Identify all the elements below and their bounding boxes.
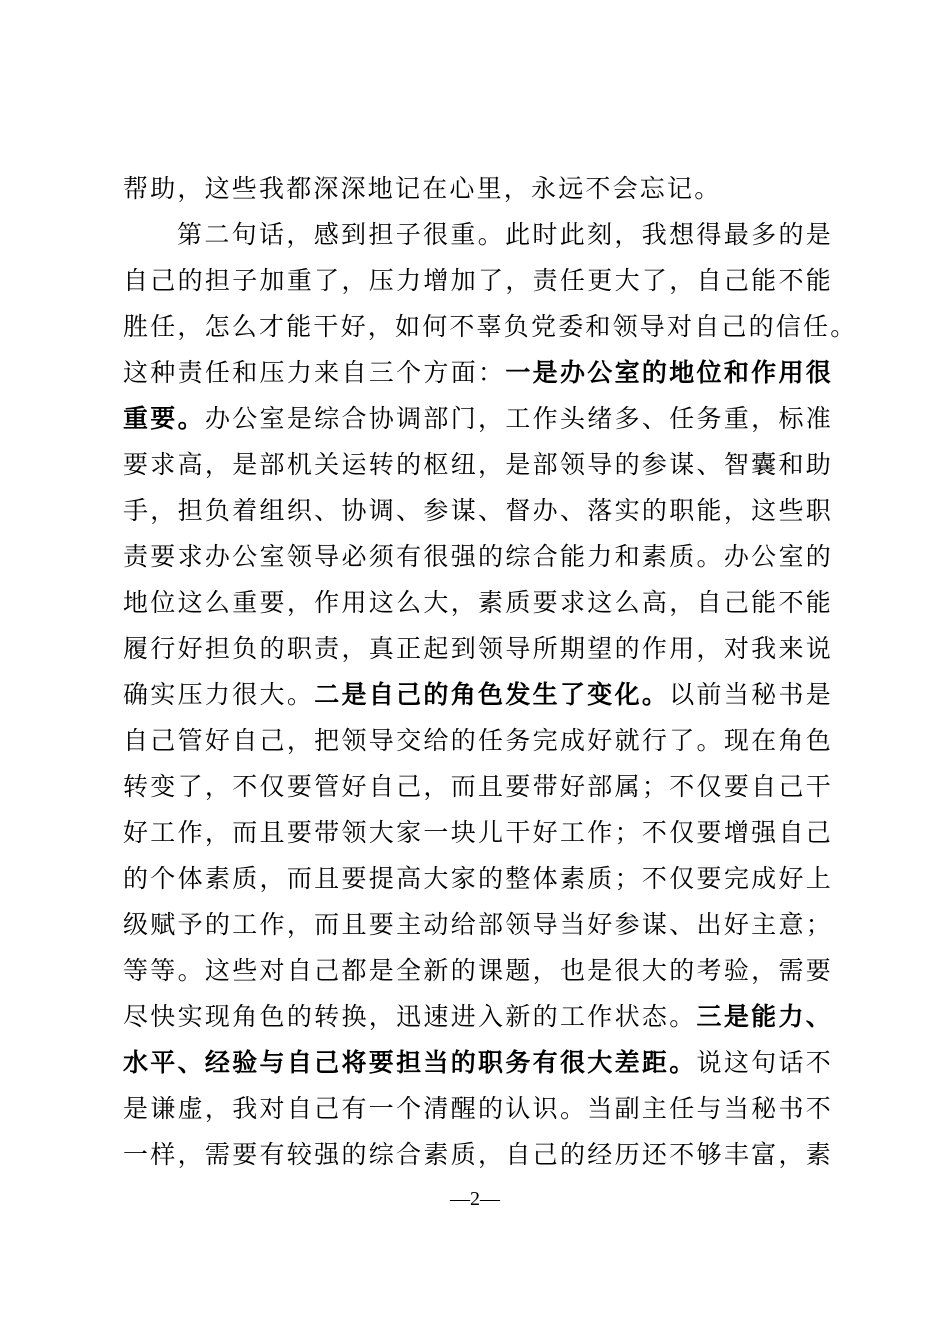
text-line bbox=[123, 534, 833, 580]
bold-text-segment: 水平、经验与自己将要担当的职务有很大差距。 bbox=[123, 1048, 697, 1077]
text-segment: 要求高，是部机关运转的枢纽，是部领导的参谋、智囊和助 bbox=[123, 450, 833, 479]
text-segment: 级赋予的工作，而且要主动给部领导当好参谋、出好主意； bbox=[123, 910, 833, 939]
bold-text-segment: 重要。 bbox=[123, 404, 205, 433]
text-line bbox=[123, 304, 858, 350]
text-segment: 胜任，怎么才能干好，如何不辜负党委和领导对自己的信任。 bbox=[123, 312, 858, 341]
text-line bbox=[123, 350, 833, 396]
text-line bbox=[123, 488, 833, 534]
text-segment: 自己的担子加重了，压力增加了，责任更大了，自己能不能 bbox=[123, 266, 833, 295]
text-line bbox=[123, 764, 833, 810]
text-segment: 转变了，不仅要管好自己，而且要带好部属；不仅要自己干 bbox=[123, 772, 833, 801]
text-segment: 这种责任和压力来自三个方面： bbox=[123, 358, 506, 387]
bold-text-segment: 二是自己的角色发生了变化。 bbox=[314, 680, 670, 709]
text-line bbox=[123, 166, 833, 212]
text-line bbox=[123, 626, 833, 672]
text-segment: 一样，需要有较强的综合素质，自己的经历还不够丰富，素 bbox=[123, 1140, 833, 1169]
text-line bbox=[123, 212, 833, 258]
text-segment: 尽快实现角色的转换，迅速进入新的工作状态。 bbox=[123, 1002, 697, 1031]
bold-text-segment: 三是能力、 bbox=[696, 1002, 833, 1031]
text-segment: 履行好担负的职责，真正起到领导所期望的作用，对我来说 bbox=[123, 634, 833, 663]
text-segment: 手，担负着组织、协调、参谋、督办、落实的职能，这些职 bbox=[123, 496, 833, 525]
page-number: —2— bbox=[450, 1188, 500, 1210]
text-segment: 以前当秘书是 bbox=[669, 680, 834, 709]
text-line bbox=[123, 580, 833, 626]
text-line bbox=[123, 948, 833, 994]
text-line bbox=[123, 1086, 833, 1132]
body-text bbox=[123, 166, 858, 1178]
text-line bbox=[123, 1040, 833, 1086]
text-line bbox=[123, 442, 833, 488]
text-line bbox=[123, 1132, 833, 1178]
text-segment: 等等。这些对自己都是全新的课题，也是很大的考验，需要 bbox=[123, 956, 833, 985]
text-line bbox=[123, 994, 833, 1040]
text-segment: 说这句话不 bbox=[696, 1048, 833, 1077]
text-segment: 确实压力很大。 bbox=[123, 680, 315, 709]
text-line bbox=[123, 902, 833, 948]
text-segment: 责要求办公室领导必须有很强的综合能力和素质。办公室的 bbox=[123, 542, 833, 571]
bold-text-segment: 一是办公室的地位和作用很 bbox=[505, 358, 833, 387]
text-line bbox=[123, 856, 833, 902]
text-line bbox=[123, 396, 833, 442]
text-line bbox=[123, 810, 833, 856]
text-line bbox=[123, 258, 833, 304]
text-segment: 帮助，这些我都深深地记在心里，永远不会忘记。 bbox=[123, 174, 722, 203]
text-line bbox=[123, 672, 833, 718]
text-segment: 是谦虚，我对自己有一个清醒的认识。当副主任与当秘书不 bbox=[123, 1094, 833, 1123]
text-line bbox=[123, 718, 833, 764]
text-segment: 第二句话，感到担子很重。此时此刻，我想得最多的是 bbox=[177, 220, 833, 249]
text-segment: 的个体素质，而且要提高大家的整体素质；不仅要完成好上 bbox=[123, 864, 833, 893]
text-segment: 地位这么重要，作用这么大，素质要求这么高，自己能不能 bbox=[123, 588, 833, 617]
text-segment: 办公室是综合协调部门，工作头绪多、任务重，标准 bbox=[204, 404, 833, 433]
text-segment: 自己管好自己，把领导交给的任务完成好就行了。现在角色 bbox=[123, 726, 833, 755]
text-segment: 好工作，而且要带领大家一块儿干好工作；不仅要增强自己 bbox=[123, 818, 833, 847]
